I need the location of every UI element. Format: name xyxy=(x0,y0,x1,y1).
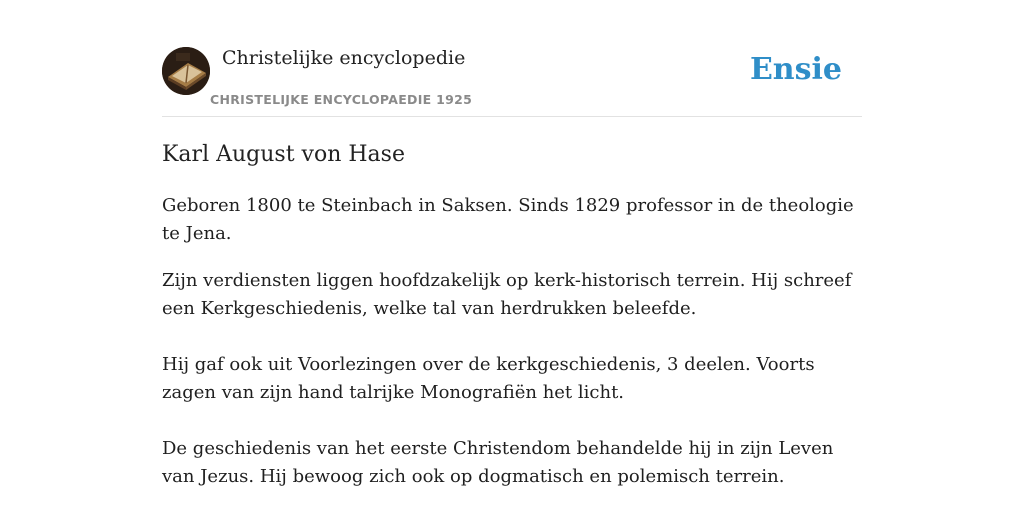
article-paragraph: Geboren 1800 te Steinbach in Saksen. Sinds 1829 professor in de theologie te Jena. xyxy=(162,195,854,244)
article-paragraph: Hij gaf ook uit Voorlezingen over de kerkgeschiedenis, 3 deelen. Voorts zagen van zijn hand talrijke Monografiën het licht. xyxy=(162,354,815,403)
site-header xyxy=(162,46,862,117)
article-paragraph: Zijn verdiensten liggen hoofdzakelijk op kerk-historisch terrein. Hij schreef een Kerkgeschiedenis, welke tal van herdrukken beleefde. xyxy=(162,270,852,319)
brand-logo[interactable]: Ensie xyxy=(749,52,842,87)
article-paragraph: De geschiedenis van het eerste Christendom behandelde hij in zijn Leven van Jezus. Hij bewoog zich ook op dogmatisch en polemisch terrein. xyxy=(162,438,834,487)
source-label: CHRISTELIJKE ENCYCLOPAEDIE 1925 xyxy=(210,92,473,107)
article-body xyxy=(162,192,862,510)
site-name[interactable]: Christelijke encyclopedie xyxy=(222,47,466,69)
book-icon[interactable] xyxy=(162,47,210,95)
article-title: Karl August von Hase xyxy=(162,142,405,167)
